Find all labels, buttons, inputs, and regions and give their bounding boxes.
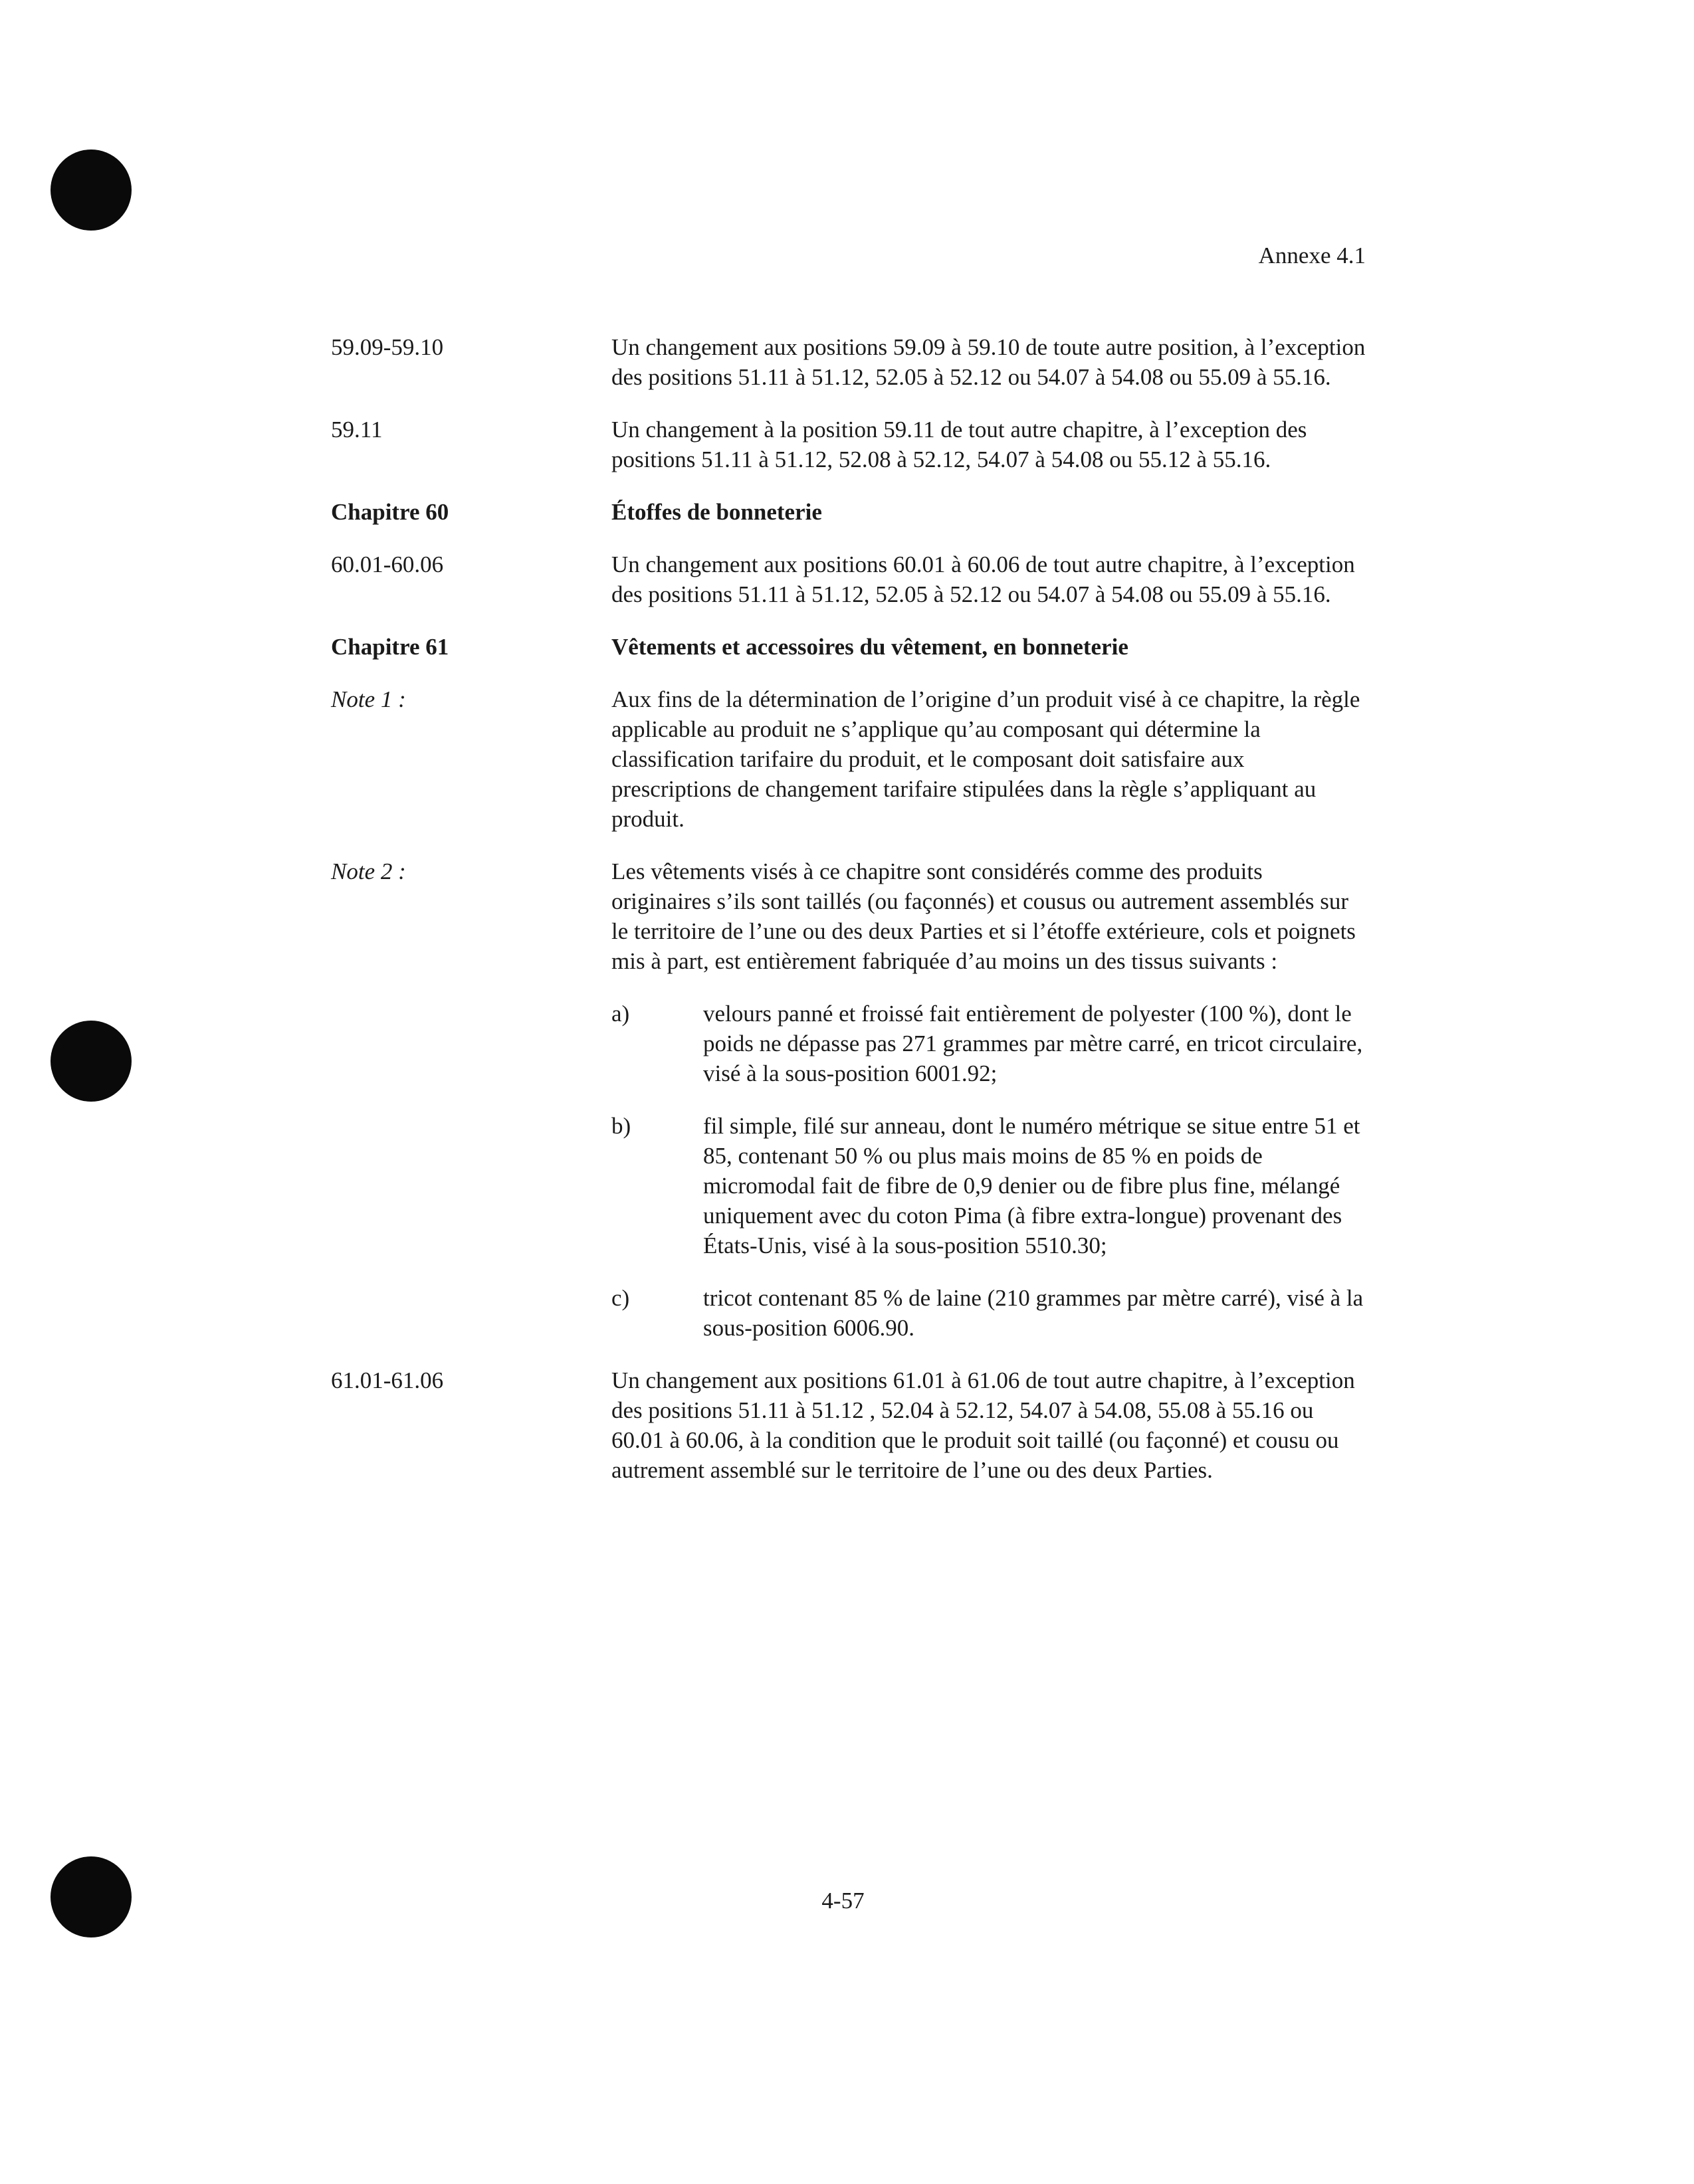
chapter-title: Étoffes de bonneterie: [611, 499, 822, 525]
list-item-text: tricot contenant 85 % de laine (210 grammes par mètre carré), visé à la sous-position 6006.90.: [703, 1285, 1364, 1341]
list-item-letter: b): [611, 1113, 631, 1139]
chapter-61-heading: [331, 632, 1368, 662]
entry-code: 59.09-59.10: [331, 334, 444, 360]
list-item: [611, 1111, 1368, 1260]
entry-code: 59.11: [331, 417, 383, 443]
note-2: [331, 856, 1368, 976]
entry-59-11: [331, 415, 1368, 474]
document-body: [331, 332, 1368, 1508]
fabric-list: [611, 999, 1368, 1343]
entry-60-01-60-06: [331, 549, 1368, 609]
entry-text: Un changement à la position 59.11 de tout autre chapitre, à l’exception des positions 51.11 à 51.12, 52.08 à 52.12, 54.07 à 54.08 ou 55.12 à 55.16.: [611, 417, 1307, 472]
list-item-text: velours panné et froissé fait entièrement de polyester (100 %), dont le poids ne dépasse pas 271 grammes par mètre carré, en tricot circulaire, visé à la sous-position 6001.92;: [703, 1001, 1363, 1086]
entry-text: Un changement aux positions 61.01 à 61.06 de tout autre chapitre, à l’exception des positions 51.11 à 51.12 , 52.04 à 52.12, 54.07 à 54.08, 55.08 à 55.16 ou 60.01 à 60.06, à la condition que le produit soit taillé (ou façonné) et cousu ou autrement assemblé sur le territoire de l’une ou des deux Parties.: [611, 1367, 1355, 1483]
note-label: Note 1 :: [331, 686, 406, 712]
list-item-letter: a): [611, 1001, 630, 1027]
entry-code: 60.01-60.06: [331, 551, 444, 577]
page-number: 4-57: [821, 1888, 865, 1914]
note-text: Les vêtements visés à ce chapitre sont considérés comme des produits originaires s’ils sont taillés (ou façonnés) et cousus ou autrement assemblés sur le territoire de l’une ou des deux Parties et si l’étoffe extérieure, cols et poignets mis à part, est entièrement fabriquée d’au moins un des tissus suivants :: [611, 858, 1356, 974]
list-item: [611, 1283, 1368, 1343]
entry-59-09-59-10: [331, 332, 1368, 392]
list-item-text: fil simple, filé sur anneau, dont le numéro métrique se situe entre 51 et 85, contenant 50 % ou plus mais moins de 85 % en poids de micromodal fait de fibre de 0,9 denier ou de fibre plus fine, mélangé uniquement avec du coton Pima (à fibre extra-longue) provenant des États-Unis, visé à la sous-position 5510.30;: [703, 1113, 1360, 1258]
note-text: Aux fins de la détermination de l’origine d’un produit visé à ce chapitre, la règle applicable au produit ne s’applique qu’au composant qui détermine la classification tarifaire du produit, et le composant doit satisfaire aux prescriptions de changement tarifaire stipulées dans la règle s’appliquant au produit.: [611, 686, 1360, 832]
entry-code: 61.01-61.06: [331, 1367, 444, 1393]
chapter-60-heading: [331, 497, 1368, 527]
chapter-title: Vêtements et accessoires du vêtement, en bonneterie: [611, 634, 1128, 660]
chapter-number: Chapitre 61: [331, 634, 449, 660]
punch-hole-top: [51, 149, 132, 231]
list-item: [611, 999, 1368, 1088]
entry-text: Un changement aux positions 59.09 à 59.10 de toute autre position, à l’exception des positions 51.11 à 51.12, 52.05 à 52.12 ou 54.07 à 54.08 ou 55.09 à 55.16.: [611, 334, 1366, 390]
list-item-letter: c): [611, 1285, 630, 1311]
entry-text: Un changement aux positions 60.01 à 60.06 de tout autre chapitre, à l’exception des positions 51.11 à 51.12, 52.05 à 52.12 ou 54.07 à 54.08 ou 55.09 à 55.16.: [611, 551, 1355, 607]
annex-header: Annexe 4.1: [1258, 243, 1366, 268]
note-1: [331, 684, 1368, 834]
chapter-number: Chapitre 60: [331, 499, 449, 525]
entry-61-01-61-06: [331, 1365, 1368, 1485]
note-label: Note 2 :: [331, 858, 406, 884]
punch-hole-middle: [51, 1021, 132, 1102]
page-footer: [0, 1886, 1694, 1916]
